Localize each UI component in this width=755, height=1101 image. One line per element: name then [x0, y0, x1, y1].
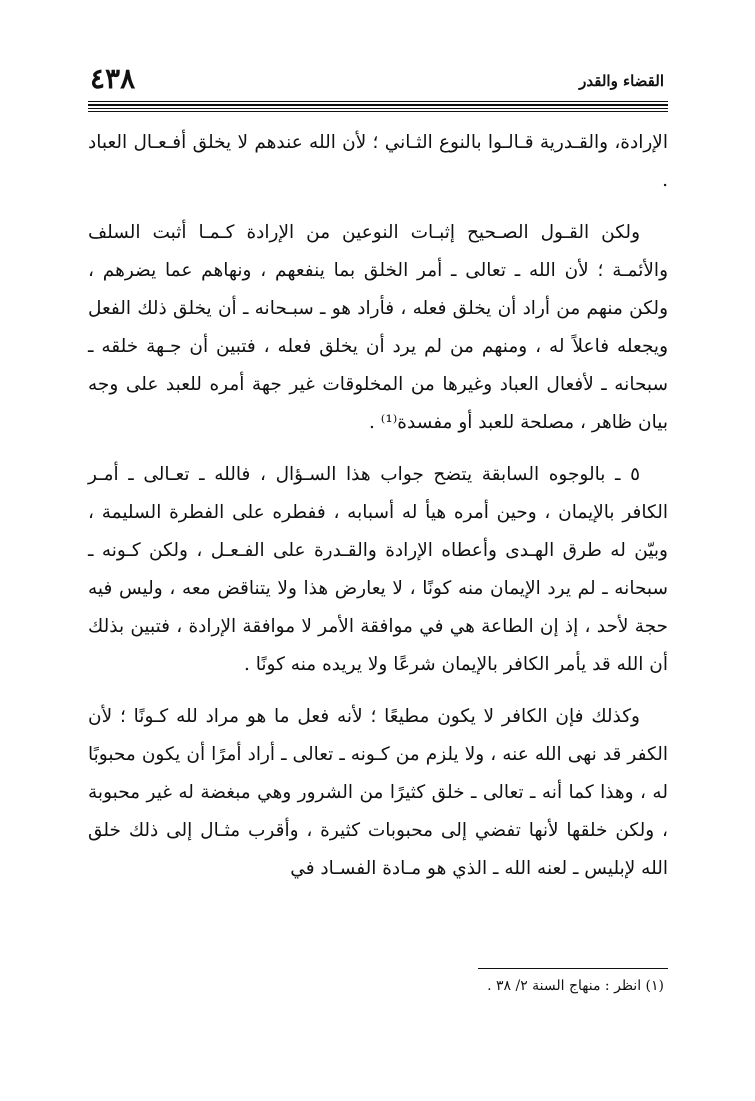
header-divider [88, 108, 668, 109]
paragraph: وكذلك فإن الكافر لا يكون مطيعًا ؛ لأنه فعل ما هو مراد لله كـونًا ؛ لأن الكفر قد نهى الله عنه ، ولا يلزم من كـونه ـ تعالى ـ أراد أمرًا أن يكون محبوبًا له ، وهذا كما أنه ـ تعالى ـ خلق كثيرًا من الشرور وهي مبغضة له غير محبوبة ، ولكن خلقها لأنها تفضي إلى محبوبات كثيرة ، وأقرب مثـال إلى ذلك خلق الله لإبليس ـ لعنه الله ـ الذي هو مـادة الفسـاد في [88, 706, 668, 879]
page-number: ٤٣٨ [90, 62, 136, 95]
header-divider [88, 104, 668, 106]
header-divider [88, 111, 668, 112]
page-header [88, 60, 668, 100]
paragraph: ٥ ـ بالوجوه السابقة يتضح جواب هذا السـؤال ، فالله ـ تعـالى ـ أمـر الكافر بالإيمان ، وحين أمره هيأ له أسبابه ، ففطره على الفطرة السليمة ، وبيّن له طرق الهـدى وأعطاه الإرادة والقـدرة على الفـعـل ، ولكن كـونه ـ سبحانه ـ لم يرد الإيمان منه كونًا ، لا يعارض هذا ولا يتناقض معه ، وليس فيه حجة لأحد ، إذ إن الطاعة هي في موافقة الأمر لا موافقة الإرادة ، فتبين بذلك أن الله قد يأمر الكافر بالإيمان شرعًا ولا يريده منه كونًا . [88, 464, 668, 675]
paragraph: الإرادة، والقـدرية قـالـوا بالنوع الثـاني ؛ لأن الله عندهم لا يخلق أفـعـال العباد . [88, 132, 668, 191]
footnote-divider [478, 968, 668, 969]
page-body [88, 124, 668, 888]
footnote: (١) انظر : منهاج السنة ٢/ ٣٨ . [487, 978, 664, 994]
page-title: القضاء والقدر [579, 72, 664, 90]
header-divider [88, 101, 668, 102]
book-page [88, 60, 668, 1040]
paragraph: ولكن القـول الصـحيح إثبـات النوعين من الإرادة كـمـا أثبت السلف والأئمـة ؛ لأن الله ـ تعالى ـ أمر الخلق بما ينفعهم ، ونهاهم عما يضرهم ، ولكن منهم من أراد أن يخلق فعله ، فأراد هو ـ سبـحانه ـ أن يخلق ذلك الفعل ويجعله فاعلاً له ، ومنهم من لم يرد أن يخلق فعله ، فتبين أن جـهة خلقه ـ سبحانه ـ لأفعال العباد وغيرها من المخلوقات غير جهة أمره للعبد على وجه بيان ظاهر ، مصلحة للعبد أو مفسدة⁽¹⁾ . [88, 222, 668, 433]
